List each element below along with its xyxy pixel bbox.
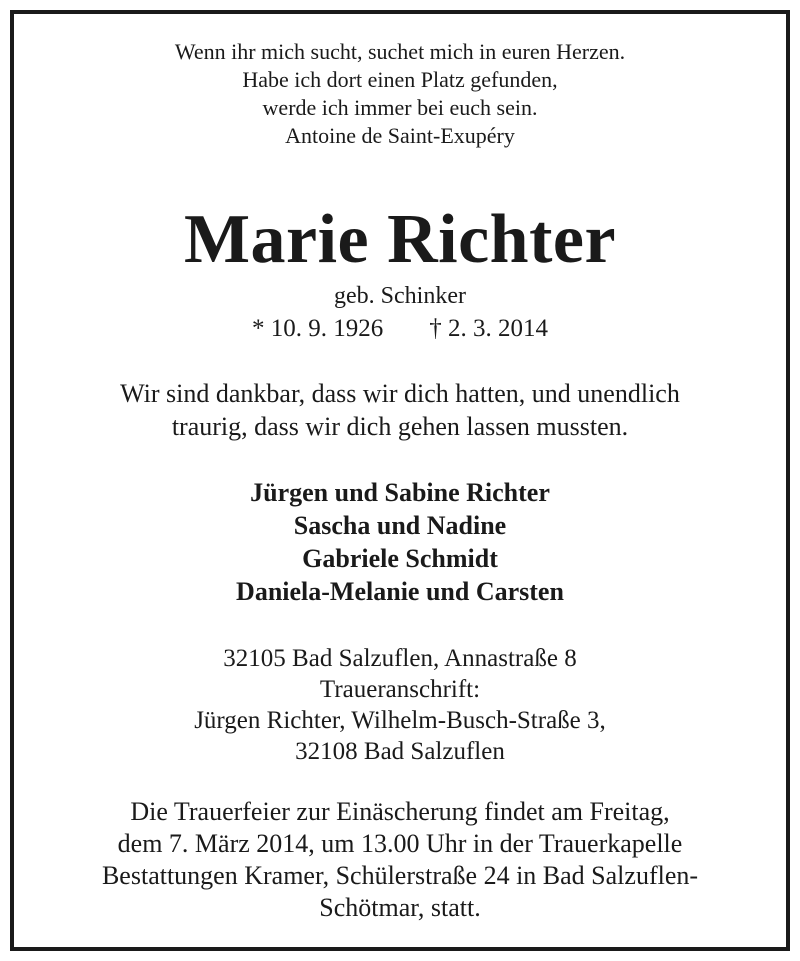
birth-date: * 10. 9. 1926	[252, 315, 384, 342]
life-dates	[0, 315, 800, 343]
ceremony-line-4: Schötmar, statt.	[319, 893, 481, 922]
quote-author: Antoine de Saint-Exupéry	[285, 123, 515, 148]
death-date: † 2. 3. 2014	[429, 315, 548, 342]
maiden-name: geb. Schinker	[334, 283, 466, 309]
ceremony-line-1: Die Trauerfeier zur Einäscherung findet am Freitag,	[130, 797, 670, 826]
quote-line-3: werde ich immer bei euch sein.	[262, 95, 538, 120]
ceremony-line-3: Bestattungen Kramer, Schülerstraße 24 in Bad Salzuflen-	[101, 861, 699, 890]
family-member-2: Sascha und Nadine	[293, 511, 507, 540]
deceased-name: Marie Richter	[183, 201, 617, 278]
address-line-1: 32105 Bad Salzuflen, Annastraße 8	[223, 645, 577, 672]
address-line-3: Jürgen Richter, Wilhelm-Busch-Straße 3,	[194, 707, 606, 734]
address-line-4: 32108 Bad Salzuflen	[295, 738, 505, 765]
ceremony-line-2: dem 7. März 2014, um 13.00 Uhr in der Trauerkapelle	[117, 829, 683, 858]
family-member-4: Daniela-Melanie und Carsten	[236, 577, 564, 606]
family-member-3: Gabriele Schmidt	[302, 544, 498, 573]
address-line-2: Traueranschrift:	[319, 676, 481, 703]
quote-line-1: Wenn ihr mich sucht, suchet mich in euren Herzen.	[174, 39, 626, 64]
tribute-line-2: traurig, dass wir dich gehen lassen mussten.	[171, 412, 629, 441]
quote-line-2: Habe ich dort einen Platz gefunden,	[242, 67, 558, 92]
family-member-1: Jürgen und Sabine Richter	[250, 478, 550, 507]
tribute-line-1: Wir sind dankbar, dass wir dich hatten, und unendlich	[120, 379, 680, 408]
